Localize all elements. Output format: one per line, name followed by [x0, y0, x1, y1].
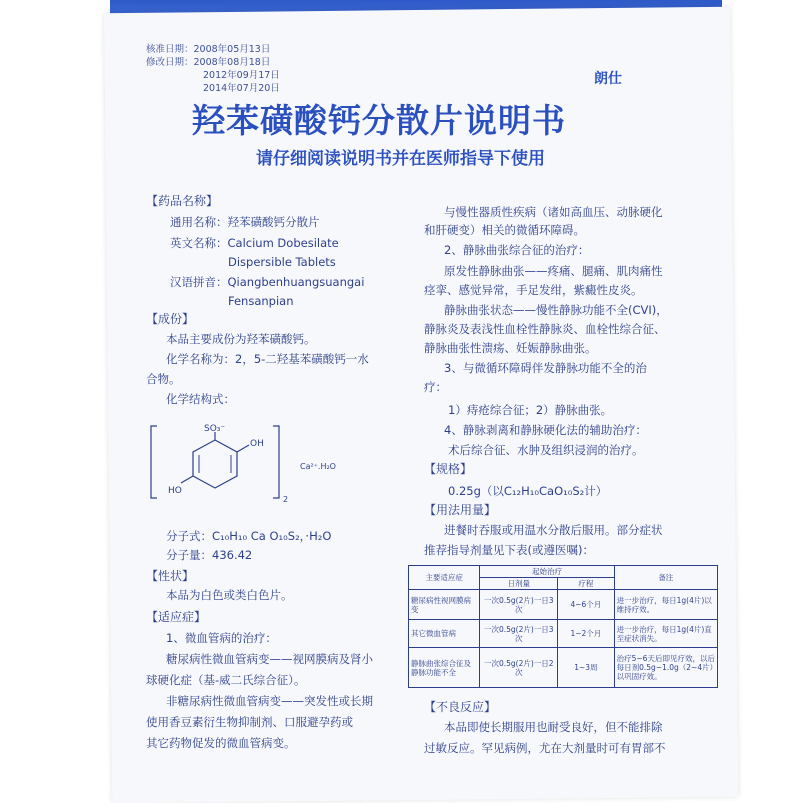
right-line-7: 静脉炎及表浅性血栓性静脉炎、血栓性综合征、: [424, 322, 666, 336]
properties-text: 本品为白色或类白色片。: [166, 588, 293, 602]
cell-course: 1~2个月: [558, 620, 614, 648]
right-line-12: 4、静脉剥离和静脉硬化法的辅助治疗：: [444, 423, 647, 437]
cell-dose: 一次0.5g(2片)一日2次: [480, 648, 558, 688]
revision-date-1: 修改日期：2008年08月18日: [146, 57, 271, 68]
indication-line-4: 非糖尿病性微血管病变——突发性或长期: [166, 694, 373, 708]
header-notes: 备注: [614, 566, 717, 590]
cell-indication: 糖尿病性视网膜病变: [409, 590, 480, 620]
molecular-weight: 分子量：436.42: [166, 548, 253, 562]
adverse-text-1: 本品即使长期服用也耐受良好，但不能排除: [444, 720, 663, 734]
indication-line-3: 球硬化症（基-威二氏综合征）。: [146, 673, 306, 687]
benzene-ring: [193, 440, 237, 488]
struct-ho-label: HO: [168, 486, 182, 496]
structure-label: 化学结构式：: [166, 392, 235, 406]
cell-dose: 一次0.5g(2片)一日3次: [480, 590, 558, 620]
english-name-line-2: Dispersible Tablets: [228, 255, 336, 269]
table-row: [409, 620, 718, 648]
struct-subscript-2: 2: [283, 495, 289, 504]
header-daily-dose: 日剂量: [480, 578, 558, 590]
left-bracket: [151, 426, 157, 498]
right-line-6: 静脉曲张状态——慢性静脉功能不全(CVI)，: [444, 303, 668, 317]
header-initial-treatment: 起始治疗: [480, 566, 614, 578]
struct-calcium-label: Ca²⁺.H₂O: [300, 462, 336, 471]
cell-note: 进一步治疗，每日1g(4片)直至症状消失。: [614, 620, 717, 648]
right-line-8: 静脉曲张性溃疡、妊娠静脉曲张。: [424, 341, 597, 355]
drug-name-heading: 【药品名称】: [146, 194, 219, 208]
right-line-3: 2、静脉曲张综合征的治疗：: [444, 243, 590, 257]
dosage-table: [408, 565, 718, 688]
ingredients-text-2: 化学名称为：2，5-二羟基苯磺酸钙一水: [166, 352, 369, 366]
table-row: [409, 648, 718, 688]
pinyin-line-1: 汉语拼音：Qiangbenhuangsuangai: [170, 275, 365, 289]
right-line-9: 3、与微循环障碍伴发静脉功能不全的治: [444, 361, 647, 375]
right-line-5: 痉挛、感觉异常，手足发绀，紫癜性皮炎。: [424, 283, 643, 297]
indications-heading: 【适应症】: [146, 610, 207, 624]
chemical-structure-diagram: [145, 418, 395, 508]
header-course: 疗程: [558, 578, 614, 590]
revision-date-3: 2014年07月20日: [203, 83, 280, 94]
right-bracket: [273, 426, 279, 498]
indication-line-6: 其它药物促发的微血管病变。: [146, 736, 296, 750]
english-name-line-1: 英文名称：Calcium Dobesilate: [170, 236, 339, 250]
right-line-4: 原发性静脉曲张——疼痛、腿痛、肌肉痛性: [444, 264, 663, 278]
struct-so3-label: SO₃⁻: [204, 424, 226, 434]
generic-name: 通用名称：羟苯磺酸钙分散片: [170, 215, 320, 229]
cell-indication: 其它微血管病: [409, 620, 480, 648]
adverse-reactions-heading: 【不良反应】: [424, 700, 497, 714]
indication-line-5: 使用香豆素衍生物抑制剂、口服避孕药或: [146, 715, 353, 729]
specification-text: 0.25g（以C₁₂H₁₀CaO₁₀S₂计）: [448, 484, 608, 498]
right-line-1: 与慢性器质性疾病（诸如高血压、动脉硬化: [444, 205, 663, 219]
cell-dose: 一次0.5g(2片)一日3次: [480, 620, 558, 648]
approval-date: 核准日期：2008年05月13日: [146, 44, 271, 55]
right-line-13: 术后综合征、水肿及组织浸润的治疗。: [448, 443, 644, 457]
usage-text-1: 进餐时吞服或用温水分散后服用。部分症状: [444, 523, 663, 537]
brand-logo: 朗仕: [594, 71, 622, 87]
pinyin-line-2: Fensanpian: [228, 294, 294, 308]
right-line-11: 1）痔疮综合征；2）静脉曲张。: [448, 403, 613, 417]
cell-course: 4~6个月: [558, 590, 614, 620]
right-line-10: 疗：: [424, 380, 447, 394]
cell-indication: 静脉曲张综合征及静脉功能不全: [409, 648, 480, 688]
revision-date-2: 2012年09月17日: [203, 70, 280, 81]
indication-line-2: 糖尿病性微血管病变——视网膜病及肾小: [166, 652, 373, 666]
ingredients-text-1: 本品主要成份为羟苯磺酸钙。: [166, 332, 316, 346]
usage-heading: 【用法用量】: [424, 503, 497, 517]
specification-heading: 【规格】: [424, 462, 473, 476]
ingredients-heading: 【成份】: [146, 312, 195, 326]
adverse-text-2: 过敏反应。罕见病例，尤在大剂量时可有胃部不: [424, 741, 666, 755]
page-subtitle: 请仔细阅读说明书并在医师指导下使用: [256, 149, 545, 169]
cell-note: 进一步治疗，每日1g(4片)以维持疗效。: [614, 590, 717, 620]
ingredients-text-3: 合物。: [146, 372, 181, 386]
header-indication: 主要适应症: [409, 566, 480, 590]
molecular-formula: 分子式：C₁₀H₁₀ Ca O₁₀S₂，·H₂O: [166, 529, 332, 543]
usage-text-2: 推荐指导剂量见下表(或遵医嘱)：: [424, 543, 594, 557]
right-line-2: 和肝硬变）相关的微循环障碍。: [424, 223, 585, 237]
table-header-row: [409, 566, 718, 578]
table-row: [409, 590, 718, 620]
indication-line-1: 1、微血管病的治疗：: [166, 631, 277, 645]
cell-course: 1~3周: [558, 648, 614, 688]
cell-note: 治疗5~6天后即见疗效，以后每日剂0.5g~1.0g（2~4片）以巩固疗效。: [614, 648, 717, 688]
properties-heading: 【性状】: [146, 569, 195, 583]
struct-oh-label: OH: [250, 439, 264, 449]
page-title: 羟苯磺酸钙分散片说明书: [192, 101, 566, 140]
